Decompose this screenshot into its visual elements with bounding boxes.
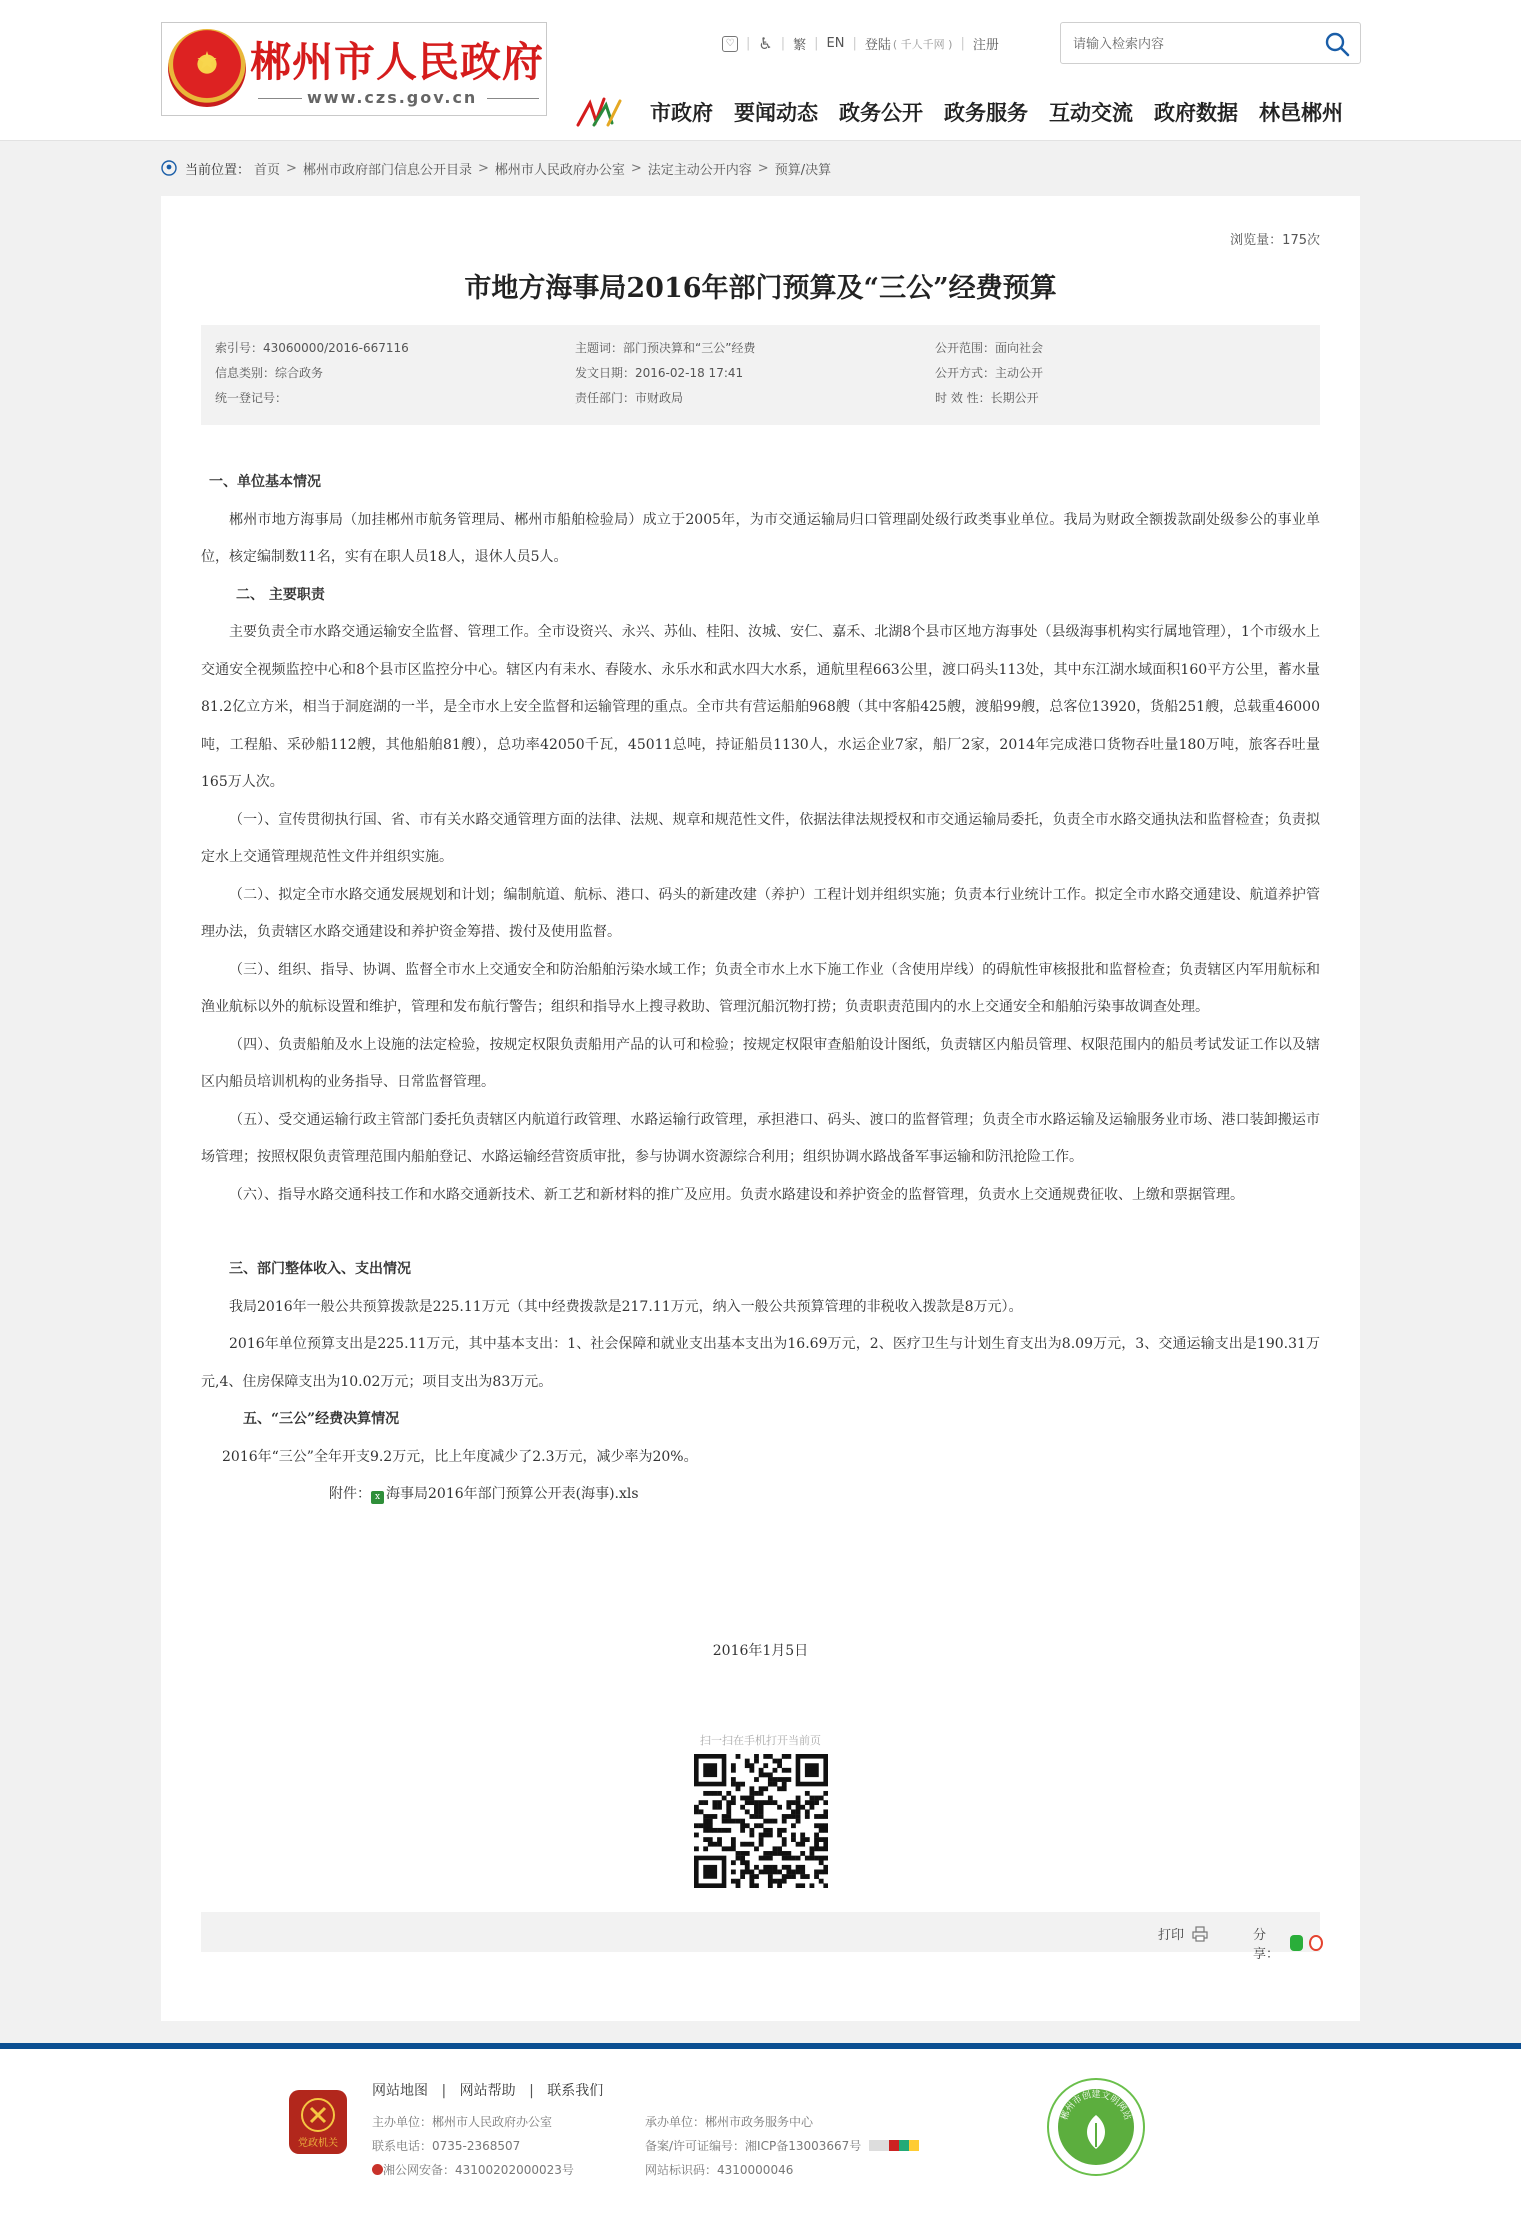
spacer	[201, 1214, 1320, 1251]
qr-code-icon	[694, 1754, 828, 1888]
qr-caption: 扫一扫在手机打开当前页	[700, 1734, 821, 1747]
breadcrumb-separator: >	[757, 160, 769, 176]
view-count: 浏览量：175次	[1230, 233, 1320, 248]
breadcrumb-item[interactable]: 郴州市政府部门信息公开目录	[302, 162, 472, 178]
breadcrumb-separator: >	[477, 160, 489, 176]
civilized-website-badge-icon[interactable]	[1046, 2077, 1146, 2177]
attachment-label: 附件：	[329, 1486, 371, 1502]
printer-icon	[1192, 1926, 1208, 1942]
footer-icp	[645, 2137, 919, 2154]
footer-separator: |	[529, 2083, 534, 2099]
login-link[interactable]: 登陆	[864, 38, 891, 53]
meta-publish-date: 发文日期：2016-02-18 17:41	[575, 366, 744, 380]
wechat-icon[interactable]	[1290, 1935, 1303, 1951]
section-heading: 三、部门整体收入、支出情况	[229, 1261, 411, 1277]
search-icon[interactable]	[1324, 31, 1350, 57]
party-badge-label: 党政机关	[298, 2138, 338, 2149]
attachment-link[interactable]: 海事局2016年部门预算公开表(海事).xls	[386, 1486, 639, 1502]
nav-item-gov-data[interactable]: 政府数据	[1154, 101, 1238, 125]
traditional-chinese-link[interactable]: 繁	[793, 38, 807, 53]
paragraph: （二）、拟定全市水路交通发展规划和计划；编制航道、航标、港口、码头的新建改建（养护）工程计划并组织实施；负责本行业统计工作。拟定全市水路交通建设、航道养护管理办法，负责辖区水路交通建设和养护资金筹措、拨付及使用监督。	[201, 886, 1320, 940]
footer-organizer: 承办单位：郴州市政务服务中心	[645, 2115, 814, 2129]
attachment-line	[201, 1476, 1320, 1514]
article-container	[161, 196, 1360, 2021]
meta-method: 公开方式：主动公开	[935, 366, 1044, 380]
location-pin-icon	[161, 160, 177, 176]
nav-item-gov-services[interactable]: 政务服务	[944, 101, 1028, 125]
share-label: 分享：	[1253, 1928, 1280, 1962]
english-link[interactable]: EN	[826, 36, 845, 51]
article-title: 市地方海事局2016年部门预算及“三公”经费预算	[464, 273, 1057, 304]
footer-link-help[interactable]: 网站帮助	[459, 2083, 516, 2099]
footer-separator: |	[441, 2083, 447, 2099]
login-note: ( 千人千网 )	[892, 37, 953, 51]
paragraph: 2016年“三公”全年开支9.2万元，比上年度减少了2.3万元，减少率为20%。	[222, 1448, 698, 1465]
article-body	[201, 464, 1320, 1514]
share-group	[1253, 1924, 1323, 1962]
register-link[interactable]: 注册	[972, 38, 999, 53]
meta-reg-no: 统一登记号：	[215, 391, 288, 405]
topbar-separator: |	[780, 36, 786, 51]
site-logo[interactable]	[161, 22, 547, 116]
national-emblem-icon	[168, 29, 246, 107]
meta-department: 责任部门：市财政局	[575, 391, 684, 405]
logo-url: www.czs.gov.cn	[307, 88, 478, 107]
footer-site-code: 网站标识码：4310000046	[645, 2163, 794, 2177]
search-input[interactable]	[1071, 32, 1315, 56]
article-meta	[201, 325, 1320, 425]
footer-link-contact[interactable]: 联系我们	[547, 2083, 604, 2099]
logo-title: 郴州市人民政府	[250, 38, 544, 86]
elder-mode-icon[interactable]: ♡	[722, 36, 738, 52]
footer-police	[372, 2161, 574, 2178]
meta-validity: 时 效 性：长期公开	[935, 391, 1039, 405]
site-header	[0, 0, 1521, 141]
section-heading: 一、单位基本情况	[209, 474, 321, 490]
breadcrumb-item[interactable]: 郴州市人民政府办公室	[494, 162, 625, 178]
nav-item-interaction[interactable]: 互动交流	[1049, 101, 1133, 125]
logo-divider	[258, 98, 302, 99]
topbar-separator: |	[852, 36, 857, 51]
topbar	[722, 34, 999, 53]
breadcrumb-item[interactable]: 首页	[254, 162, 281, 178]
breadcrumb-separator: >	[286, 160, 297, 176]
breadcrumb-label: 当前位置：	[185, 162, 251, 178]
breadcrumb-separator: >	[630, 160, 642, 176]
paragraph: 郴州市地方海事局（加挂郴州市航务管理局、郴州市船舶检验局）成立于2005年，为市交通运输局归口管理副处级行政类事业单位。我局为财政全额拨款副处级参公的事业单位，核定编制数11名，实有在职人员18人，退休人员5人。	[201, 511, 1320, 565]
footer-icp-text[interactable]: 备案/许可证编号：湘ICP备13003667号	[645, 2139, 862, 2153]
paragraph: （三）、组织、指导、协调、监督全市水上交通安全和防治船舶污染水域工作；负责全市水上水下施工作业（含使用岸线）的碍航性审核报批和监督检查；负责辖区内军用航标和渔业航标以外的航标设置和维护，管理和发布航行警告；组织和指导水上搜寻救助、管理沉船沉物打捞；负责职责范围内的水上交通安全和船舶污染事故调查处理。	[201, 961, 1320, 1015]
paragraph: 2016年单位预算支出是225.11万元，其中基本支出：1、社会保障和就业支出基本支出为16.69万元，2、医疗卫生与计划生育支出为8.09万元，3、交通运输支出是190.31万元,4、住房保障支出为10.02万元；项目支出为83万元。	[201, 1336, 1320, 1390]
section-heading: 二、 主要职责	[236, 586, 325, 603]
civilized-badge-label: 郴州市创建文明网站	[1059, 2090, 1133, 2122]
print-button[interactable]	[1158, 1924, 1208, 1943]
paragraph: （四）、负责船舶及水上设施的法定检验，按规定权限负责船用产品的认可和检验；按规定权限审查船舶设计图纸，负责辖区内船员管理、权限范围内的船员考试发证工作以及辖区内船员培训机构的业务指导、日常监督管理。	[201, 1036, 1320, 1090]
article-date: 2016年1月5日	[712, 1643, 809, 1659]
breadcrumb-item[interactable]: 预算/决算	[774, 162, 832, 178]
footer-link-sitemap[interactable]: 网站地图	[372, 2083, 428, 2099]
footer-links	[372, 2080, 603, 2100]
search-box	[1060, 22, 1361, 64]
logo-divider	[487, 98, 539, 99]
nav-item-linyi-chenzhou[interactable]: 林邑郴州	[1259, 101, 1343, 125]
police-badge-icon	[372, 2164, 383, 2175]
meta-index-no: 索引号：43060000/2016-667116	[215, 341, 409, 355]
footer-host: 主办单位：郴州市人民政府办公室	[372, 2115, 553, 2129]
section-heading: 五、“三公”经费决算情况	[243, 1411, 400, 1427]
article-toolbar	[201, 1912, 1320, 1962]
excel-file-icon: x	[371, 1491, 384, 1504]
footer-police-text[interactable]: 湘公网安备：43100202000023号	[383, 2163, 574, 2177]
breadcrumb	[161, 157, 831, 179]
topbar-separator: |	[746, 36, 751, 51]
paragraph: （五）、受交通运输行政主管部门委托负责辖区内航道行政管理、水路运输行政管理，承担港口、码头、渡口的监督管理；负责全市水路运输及运输服务业市场、港口装卸搬运市场管理；按照权限负责管理范围内船舶登记、水路运输经营资质审批，参与协调水资源综合利用；组织协调水路战备军事运输和防汛抢险工作。	[201, 1111, 1320, 1165]
meta-topic: 主题词：部门预决算和“三公”经费	[575, 341, 756, 355]
meta-category: 信息类别：综合政务	[215, 366, 324, 380]
paragraph: 主要负责全市水路交通运输安全监督、管理工作。全市设资兴、永兴、苏仙、桂阳、汝城、安仁、嘉禾、北湖8个县市区地方海事处（县级海事机构实行属地管理），1个市级水上交通安全视频监控中心和8个县市区监控分中心。辖区内有耒水、舂陵水、永乐水和武水四大水系，通航里程663公里，渡口码头113处，其中东江湖水域面积160平方公里，蓄水量81.2亿立方米，相当于洞庭湖的一半，是全市水上安全监督和运输管理的重点。全市共有营运船舶968艘（其中客船425艘，渡船99艘，总客位13920，货船251艘，总载重46000吨，工程船、采砂船112艘，其他船舶81艘），总功率42050千瓦，45011总吨，持证船员1130人，水运企业7家，船厂2家，2014年完成港口货物吞吐量180万吨，旅客吞吐量165万人次。	[201, 624, 1320, 790]
topbar-separator: |	[960, 36, 965, 51]
footer-phone: 联系电话：0735-2368507	[372, 2139, 521, 2153]
accessibility-icon[interactable]: ♿	[758, 34, 773, 53]
cnzz-stats-icon[interactable]	[869, 2140, 919, 2151]
print-label: 打印	[1158, 1928, 1185, 1943]
weibo-icon[interactable]	[1309, 1935, 1323, 1951]
nav-logo-icon	[576, 95, 626, 129]
breadcrumb-item[interactable]: 法定主动公开内容	[647, 162, 752, 178]
meta-scope: 公开范围：面向社会	[935, 341, 1044, 355]
main-nav	[650, 97, 1343, 127]
nav-item-gov-affairs-open[interactable]: 政务公开	[839, 101, 923, 125]
nav-item-news[interactable]: 要闻动态	[734, 101, 818, 125]
paragraph: （一）、宣传贯彻执行国、省、市有关水路交通管理方面的法律、法规、规章和规范性文件，依据法律法规授权和市交通运输局委托，负责全市水路交通执法和监督检查；负责拟定水上交通管理规范性文件并组织实施。	[201, 811, 1320, 865]
site-footer	[0, 2043, 1521, 2229]
paragraph: （六）、指导水路交通科技工作和水路交通新技术、新工艺和新材料的推广及应用。负责水路建设和养护资金的监督管理，负责水上交通规费征收、上缴和票据管理。	[229, 1186, 1244, 1203]
paragraph: 我局2016年一般公共预算拨款是225.11万元（其中经费拨款是217.11万元，纳入一般公共预算管理的非税收入拨款是8万元）。	[229, 1298, 1023, 1315]
party-government-badge-icon[interactable]	[289, 2090, 347, 2154]
topbar-separator: |	[814, 36, 819, 51]
nav-item-government[interactable]: 市政府	[650, 101, 713, 125]
